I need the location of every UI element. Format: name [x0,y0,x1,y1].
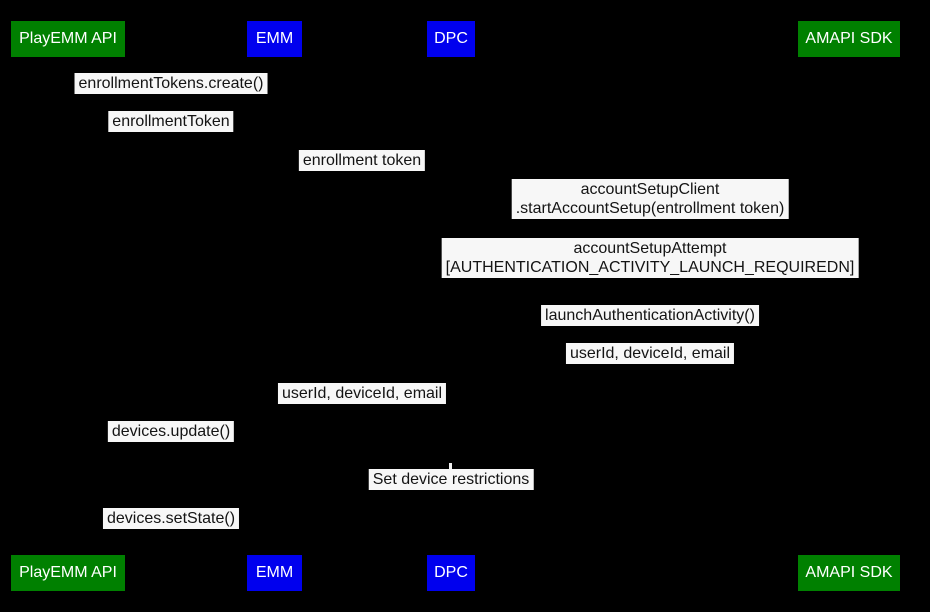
actor-label: DPC [434,30,468,47]
message-line: enrollment token [302,152,422,169]
message-line: enrollmentToken [112,113,230,130]
actor-box-top-playemm-api [11,21,125,57]
message-line: .startAccountSetup(entrollment token) [515,200,785,217]
actor-label: AMAPI SDK [805,30,893,47]
actor-label: EMM [255,564,294,581]
actor-box-bottom-playemm-api [11,555,125,591]
message-label [442,238,859,278]
message-line: accountSetupAttempt [573,240,727,257]
actor-label: PlayEMM API [19,30,117,47]
message-line: [AUTHENTICATION_ACTIVITY_LAUNCH_REQUIREDN] [445,259,855,276]
message-line: launchAuthenticationActivity() [545,307,755,324]
actor-label: AMAPI SDK [805,564,893,581]
actor-label: EMM [255,30,294,47]
message-line: Set device restrictions [372,471,530,488]
message-line: enrollmentTokens.create() [78,75,264,92]
message-line: userId, deviceId, email [281,385,443,402]
message-line: userId, deviceId, email [569,345,731,362]
actor-box-bottom-amapi-sdk [798,555,900,591]
message-label [369,469,534,490]
message-label [512,179,789,219]
actor-box-top-emm [247,21,302,57]
message-label [299,150,425,171]
actor-box-top-dpc [427,21,475,57]
message-label [75,73,268,94]
message-label [108,111,233,132]
message-label [278,383,446,404]
message-label [108,421,234,442]
actor-box-top-amapi-sdk [798,21,900,57]
message-label [103,508,239,529]
message-line: devices.update() [111,423,231,440]
actor-label: PlayEMM API [19,564,117,581]
actor-box-bottom-emm [247,555,302,591]
message-line: devices.setState() [106,510,236,527]
actor-label: DPC [434,564,468,581]
message-label [566,343,734,364]
message-label [541,305,759,326]
message-line: accountSetupClient [580,181,720,198]
actor-box-bottom-dpc [427,555,475,591]
